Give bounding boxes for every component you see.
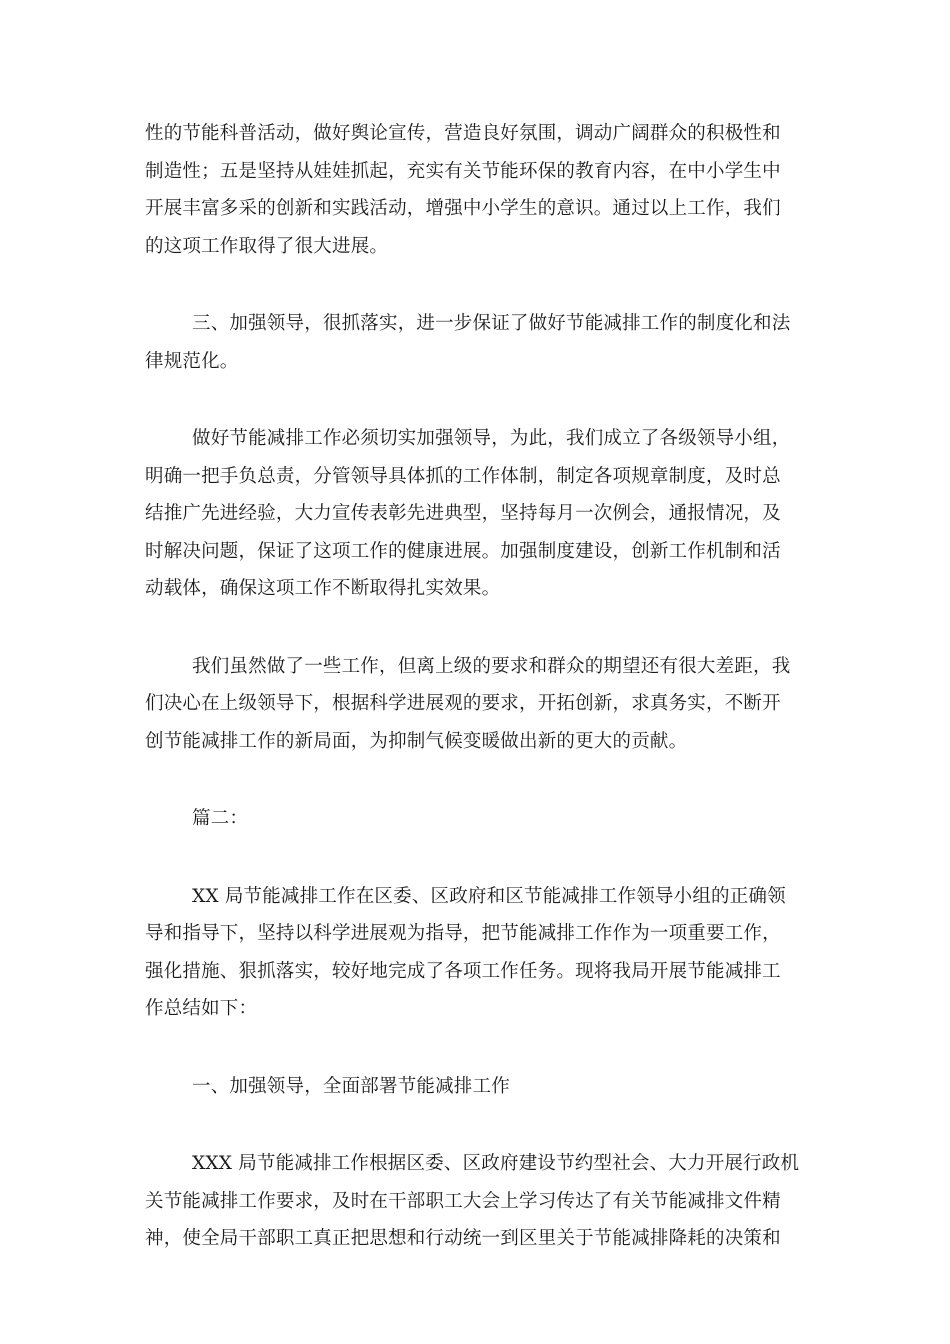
section-heading-3	[145, 305, 810, 380]
paragraph-8	[145, 1145, 810, 1258]
section-heading-1	[145, 1068, 810, 1106]
text-line: 创节能减排工作的新局面，为抑制气候变暖做出新的更大的贡献。	[145, 730, 688, 752]
text-line: 明确一把手负总责，分管领导具体抓的工作体制，制定各项规章制度，及时总	[145, 465, 781, 487]
text-line: 的这项工作取得了很大进展。	[145, 235, 389, 257]
text-line: 关节能减排工作要求，及时在干部职工大会上学习传达了有关节能减排文件精	[145, 1190, 781, 1212]
text-line: XXX 局节能减排工作根据区委、区政府建设节约型社会、大力开展行政机	[192, 1153, 800, 1174]
text-line: 时解决问题，保证了这项工作的健康进展。加强制度建设，创新工作机制和活	[145, 540, 781, 562]
text-line: 强化措施、狠抓落实，较好地完成了各项工作任务。现将我局开展节能减排工	[145, 960, 781, 982]
text-line: 制造性；五是坚持从娃娃抓起，充实有关节能环保的教育内容，在中小学生中	[145, 160, 781, 182]
text-line: 我们虽然做了一些工作，但离上级的要求和群众的期望还有很大差距，我	[192, 655, 791, 677]
text-line: 结推广先进经验，大力宣传表彰先进典型，坚持每月一次例会，通报情况，及	[145, 503, 781, 524]
text-line: 神，使全局干部职工真正把思想和行动统一到区里关于节能减排降耗的决策和	[145, 1228, 781, 1249]
paragraph-6	[145, 878, 810, 1028]
paragraph-4	[145, 648, 810, 761]
part-two-heading	[145, 800, 810, 838]
text-line: 们决心在上级领导下，根据科学进展观的要求，开拓创新，求真务实，不断开	[145, 693, 781, 714]
text-line: 导和指导下，坚持以科学进展观为指导，把节能减排工作作为一项重要工作，	[145, 923, 781, 944]
text-line: 一、加强领导，全面部署节能减排工作	[192, 1075, 510, 1097]
text-line: XX 局节能减排工作在区委、区政府和区节能减排工作领导小组的正确领	[192, 885, 786, 907]
text-line: 作总结如下：	[145, 998, 258, 1019]
text-line: 三、加强领导，很抓落实，进一步保证了做好节能减排工作的制度化和法	[192, 313, 791, 334]
text-line: 动载体，确保这项工作不断取得扎实效果。	[145, 578, 501, 599]
text-line: 篇二：	[192, 808, 249, 829]
document-page	[145, 115, 810, 1298]
text-line: 性的节能科普活动，做好舆论宣传，营造良好氛围，调动广阔群众的积极性和	[145, 123, 781, 144]
text-line: 开展丰富多采的创新和实践活动，增强中小学生的意识。通过以上工作，我们	[145, 198, 781, 219]
paragraph-1	[145, 115, 810, 265]
paragraph-3	[145, 420, 810, 608]
text-line: 律规范化。	[145, 350, 239, 372]
text-line: 做好节能减排工作必须切实加强领导，为此，我们成立了各级领导小组，	[192, 428, 791, 449]
